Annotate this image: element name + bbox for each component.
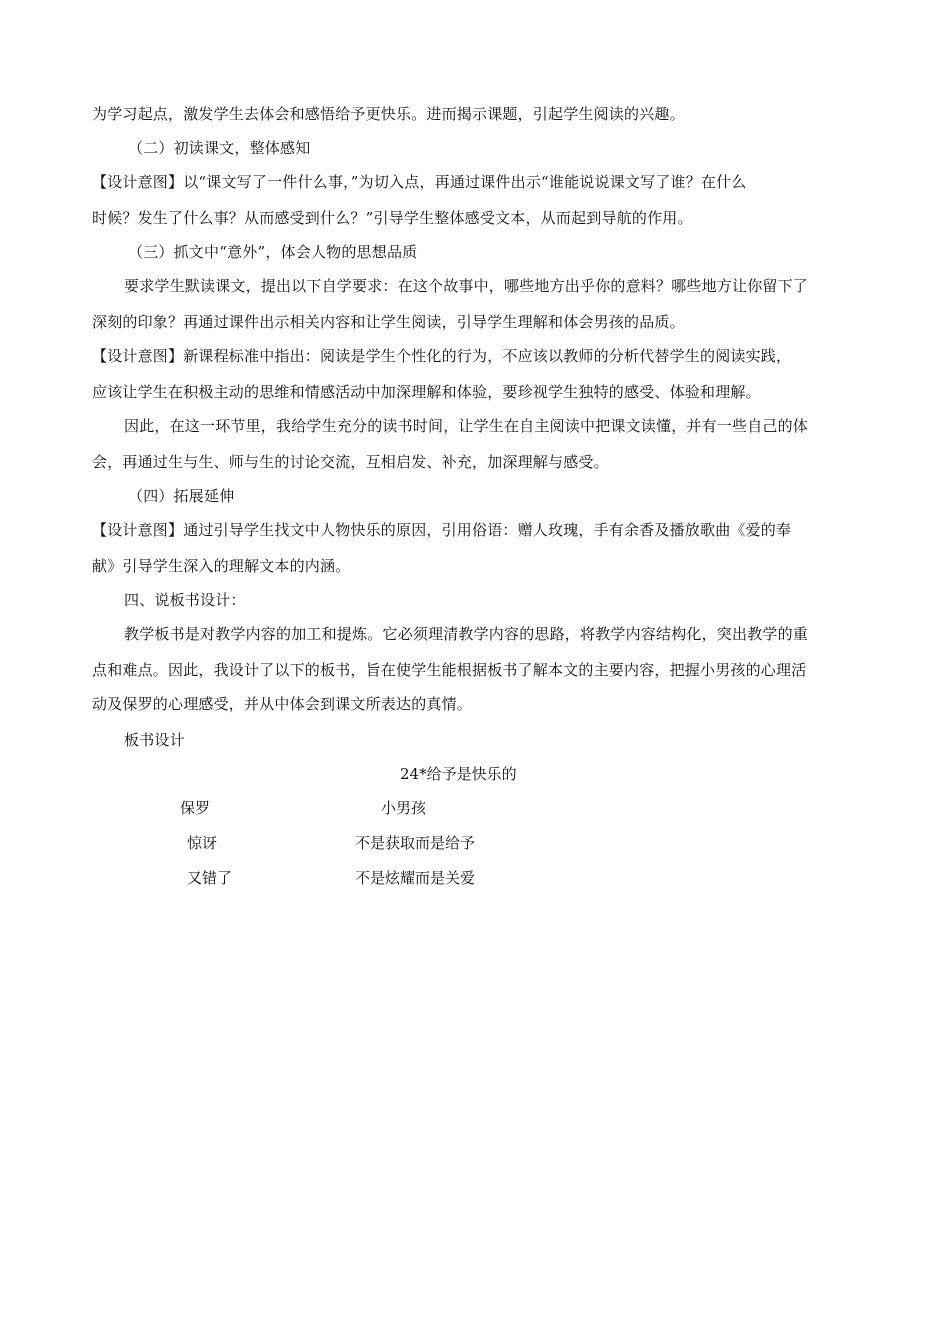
board-left-item: 又错了: [187, 869, 233, 887]
paragraph-line: 献》引导学生深入的理解文本的内涵。: [92, 557, 351, 575]
board-right-item: 不是炫耀而是关爱: [355, 869, 476, 887]
paragraph-line: 【设计意图】通过引导学生找文中人物快乐的原因，引用俗语：赠人玫瑰，手有余香及播放歌曲《爱的奉: [92, 521, 792, 539]
board-right-item: 小男孩: [381, 799, 427, 817]
paragraph-line: 为学习起点，激发学生去体会和感悟给予更快乐。进而揭示课题，引起学生阅读的兴趣。: [92, 105, 685, 123]
section-heading: 四、说板书设计：: [124, 591, 246, 609]
paragraph-line: 时候？发生了什么事？从而感受到什么？”引导学生整体感受文本，从而起到导航的作用。: [92, 209, 693, 227]
paragraph-line: 【设计意图】新课程标准中指出：阅读是学生个性化的行为，不应该以教师的分析代替学生的阅读实践，: [92, 347, 792, 365]
paragraph-line: 教学板书是对教学内容的加工和提炼。它必须理清教学内容的思路，将教学内容结构化，突出教学的重: [124, 625, 809, 643]
paragraph-line: 应该让学生在积极主动的思维和情感活动中加深理解和体验，要珍视学生独特的感受、体验和理解。: [92, 383, 761, 401]
section-heading: （三）抓文中“意外”，体会人物的思想品质: [128, 243, 418, 261]
paragraph-line: 会，再通过生与生、师与生的讨论交流，互相启发、补充，加深理解与感受。: [92, 453, 609, 471]
paragraph-line: 动及保罗的心理感受，并从中体会到课文所表达的真情。: [92, 695, 473, 713]
paragraph-line: 要求学生默读课文，提出以下自学要求：在这个故事中，哪些地方出乎你的意料？哪些地方让你留下了: [124, 277, 809, 295]
board-title: 24*给予是快乐的: [400, 765, 517, 783]
board-left-item: 保罗: [180, 799, 211, 817]
section-heading: （二）初读课文，整体感知: [128, 139, 311, 157]
paragraph-line: 深刻的印象？再通过课件出示相关内容和让学生阅读，引导学生理解和体会男孩的品质。: [92, 313, 685, 331]
board-left-item: 惊讶: [187, 834, 218, 852]
board-right-item: 不是获取而是给予: [355, 834, 476, 852]
paragraph-line: 【设计意图】以“课文写了一件什么事，”为切入点，再通过课件出示“谁能说说课文写了谁？在什么: [92, 173, 747, 191]
section-heading: （四）拓展延伸: [128, 487, 235, 505]
paragraph-line: 因此，在这一环节里，我给学生充分的读书时间，让学生在自主阅读中把课文读懂，并有一些自己的体: [124, 417, 809, 435]
board-design-label: 板书设计: [124, 731, 185, 749]
paragraph-line: 点和难点。因此，我设计了以下的板书，旨在使学生能根据板书了解本文的主要内容，把握小男孩的心理活: [92, 661, 807, 679]
